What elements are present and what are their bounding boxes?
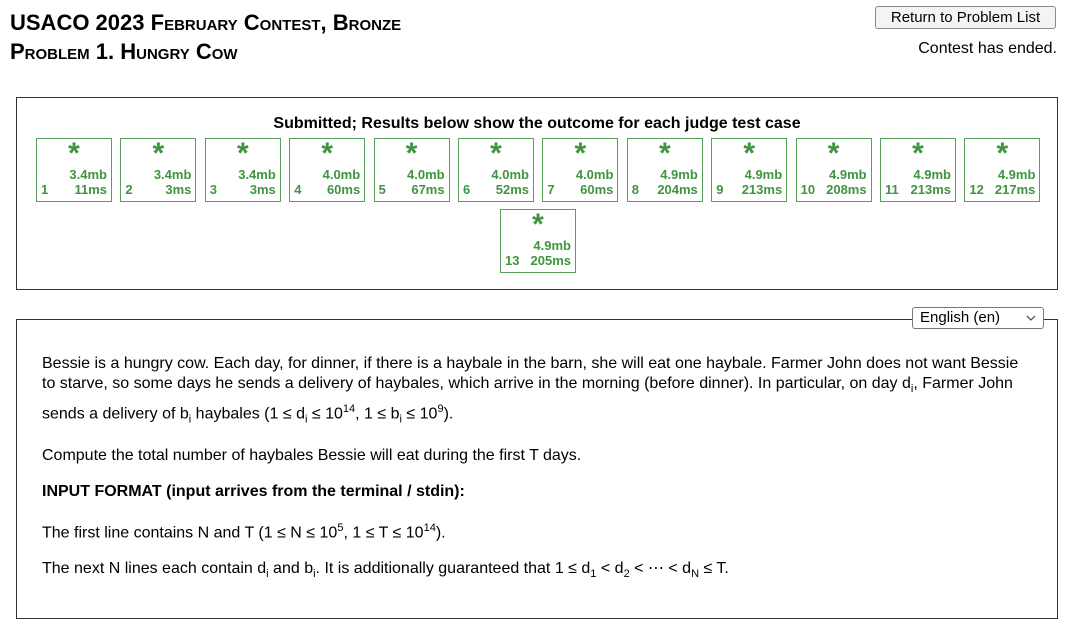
test-case-memory: 4.0mb xyxy=(322,167,361,182)
test-case-time: 3ms xyxy=(249,182,276,197)
test-case-time: 217ms xyxy=(994,182,1036,197)
test-case-number: 12 xyxy=(969,182,984,197)
test-case-7[interactable] xyxy=(542,138,618,202)
test-case-memory: 3.4mb xyxy=(238,167,276,182)
test-case-number: 1 xyxy=(41,182,49,197)
test-case-number: 8 xyxy=(631,182,640,197)
input-format-heading: INPUT FORMAT (input arrives from the terminal / stdin): xyxy=(42,482,465,500)
test-case-memory: 4.9mb xyxy=(997,167,1036,182)
test-case-time: 60ms xyxy=(580,182,614,197)
test-case-6[interactable] xyxy=(458,138,534,202)
test-case-time: 60ms xyxy=(326,182,361,197)
test-case-9[interactable] xyxy=(711,138,787,202)
test-case-status-icon: * xyxy=(236,137,249,170)
test-case-time: 213ms xyxy=(910,182,951,197)
test-case-number: 3 xyxy=(209,182,218,197)
page-title xyxy=(10,8,401,66)
test-case-status-icon: * xyxy=(996,137,1009,170)
test-case-time: 208ms xyxy=(826,182,867,197)
test-case-memory: 4.0mb xyxy=(407,167,445,182)
statement-paragraph-2: Compute the total number of haybales Bessie will eat during the first T days. xyxy=(42,446,582,464)
contest-title: USACO 2023 February Contest, Bronze xyxy=(10,10,402,35)
test-case-2[interactable] xyxy=(120,138,196,202)
test-case-3[interactable] xyxy=(205,138,281,202)
return-to-problem-list-button[interactable]: Return to Problem List xyxy=(875,6,1056,29)
test-case-13[interactable] xyxy=(500,209,576,273)
test-case-time: 11ms xyxy=(74,182,107,197)
test-case-time: 3ms xyxy=(165,182,192,197)
test-case-12[interactable] xyxy=(964,138,1040,202)
problem-title: Problem 1. Hungry Cow xyxy=(10,39,238,64)
input-line-1: The first line contains N and T ($1 \le N \le 10^5$, $1 \le T \le 10^{14}$). xyxy=(42,521,446,542)
test-case-number: 6 xyxy=(463,182,471,197)
test-case-number: 10 xyxy=(800,182,816,197)
problem-statement xyxy=(42,354,1022,600)
input-line-2: The next N lines each contain $d_i$ and $b_i$. It is additionally guaranteed that $1 \le d_1 < d_2$ < ⋯ < $d_N \le T$. xyxy=(42,560,729,581)
test-case-status-icon: * xyxy=(658,137,671,170)
test-case-11[interactable] xyxy=(880,138,956,202)
results-panel xyxy=(16,97,1058,290)
test-case-memory: 4.0mb xyxy=(491,167,529,182)
contest-status: Contest has ended. xyxy=(918,40,1057,57)
test-case-number: 5 xyxy=(378,182,386,197)
test-case-memory: 4.9mb xyxy=(744,167,783,182)
test-case-status-icon: * xyxy=(490,137,502,170)
language-select[interactable] xyxy=(912,307,1044,329)
test-case-status-icon: * xyxy=(405,137,418,170)
test-case-time: 52ms xyxy=(495,182,529,197)
test-case-8[interactable] xyxy=(627,138,703,202)
test-case-status-icon: * xyxy=(912,137,924,170)
test-case-memory: 4.0mb xyxy=(575,167,614,182)
test-case-status-icon: * xyxy=(574,137,587,170)
test-case-memory: 4.9mb xyxy=(533,238,571,253)
test-case-number: 11 xyxy=(885,182,899,197)
test-case-time: 205ms xyxy=(530,253,571,268)
test-case-1[interactable] xyxy=(36,138,112,202)
test-case-number: 13 xyxy=(505,253,520,268)
test-case-memory: 4.9mb xyxy=(913,167,951,182)
results-header: Submitted; Results below show the outcome for each judge test case xyxy=(273,115,801,132)
test-case-status-icon: * xyxy=(743,137,756,170)
contest-name: February Contest, Bronze xyxy=(150,10,402,35)
test-case-status-icon: * xyxy=(827,137,840,170)
test-case-time: 204ms xyxy=(657,182,698,197)
test-case-5[interactable] xyxy=(374,138,450,202)
test-case-4[interactable] xyxy=(289,138,365,202)
test-case-memory: 4.9mb xyxy=(660,167,698,182)
test-case-memory: 4.9mb xyxy=(829,167,867,182)
test-case-number: 9 xyxy=(716,182,724,197)
test-case-10[interactable] xyxy=(796,138,872,202)
test-case-status-icon: * xyxy=(532,208,544,241)
test-case-number: 2 xyxy=(125,182,133,197)
test-case-number: 7 xyxy=(547,182,555,197)
test-case-memory: 3.4mb xyxy=(69,167,107,182)
test-case-time: 67ms xyxy=(411,182,445,197)
test-case-status-icon: * xyxy=(321,137,334,170)
language-selected: English (en) xyxy=(920,309,1001,326)
test-case-memory: 3.4mb xyxy=(153,167,192,182)
test-case-number: 4 xyxy=(294,182,302,197)
test-case-status-icon: * xyxy=(68,137,80,170)
test-case-time: 213ms xyxy=(741,182,783,197)
chevron-down-icon xyxy=(1025,308,1037,334)
test-case-status-icon: * xyxy=(152,137,165,170)
statement-paragraph-1: Bessie is a hungry cow. Each day, for dinner, if there is a haybale in the barn, she will eat one haybale. Farmer John does not want Bessie to starve, so some days he sends a delivery of haybales, which arrive in the morning (before dinner). In particular, on day $d_i$, Farmer John sends a delivery of $b_i$ haybales ($1 \le d_i \le 10^{14}$, $1 \le b_i \le 10^9$). xyxy=(42,355,1019,426)
